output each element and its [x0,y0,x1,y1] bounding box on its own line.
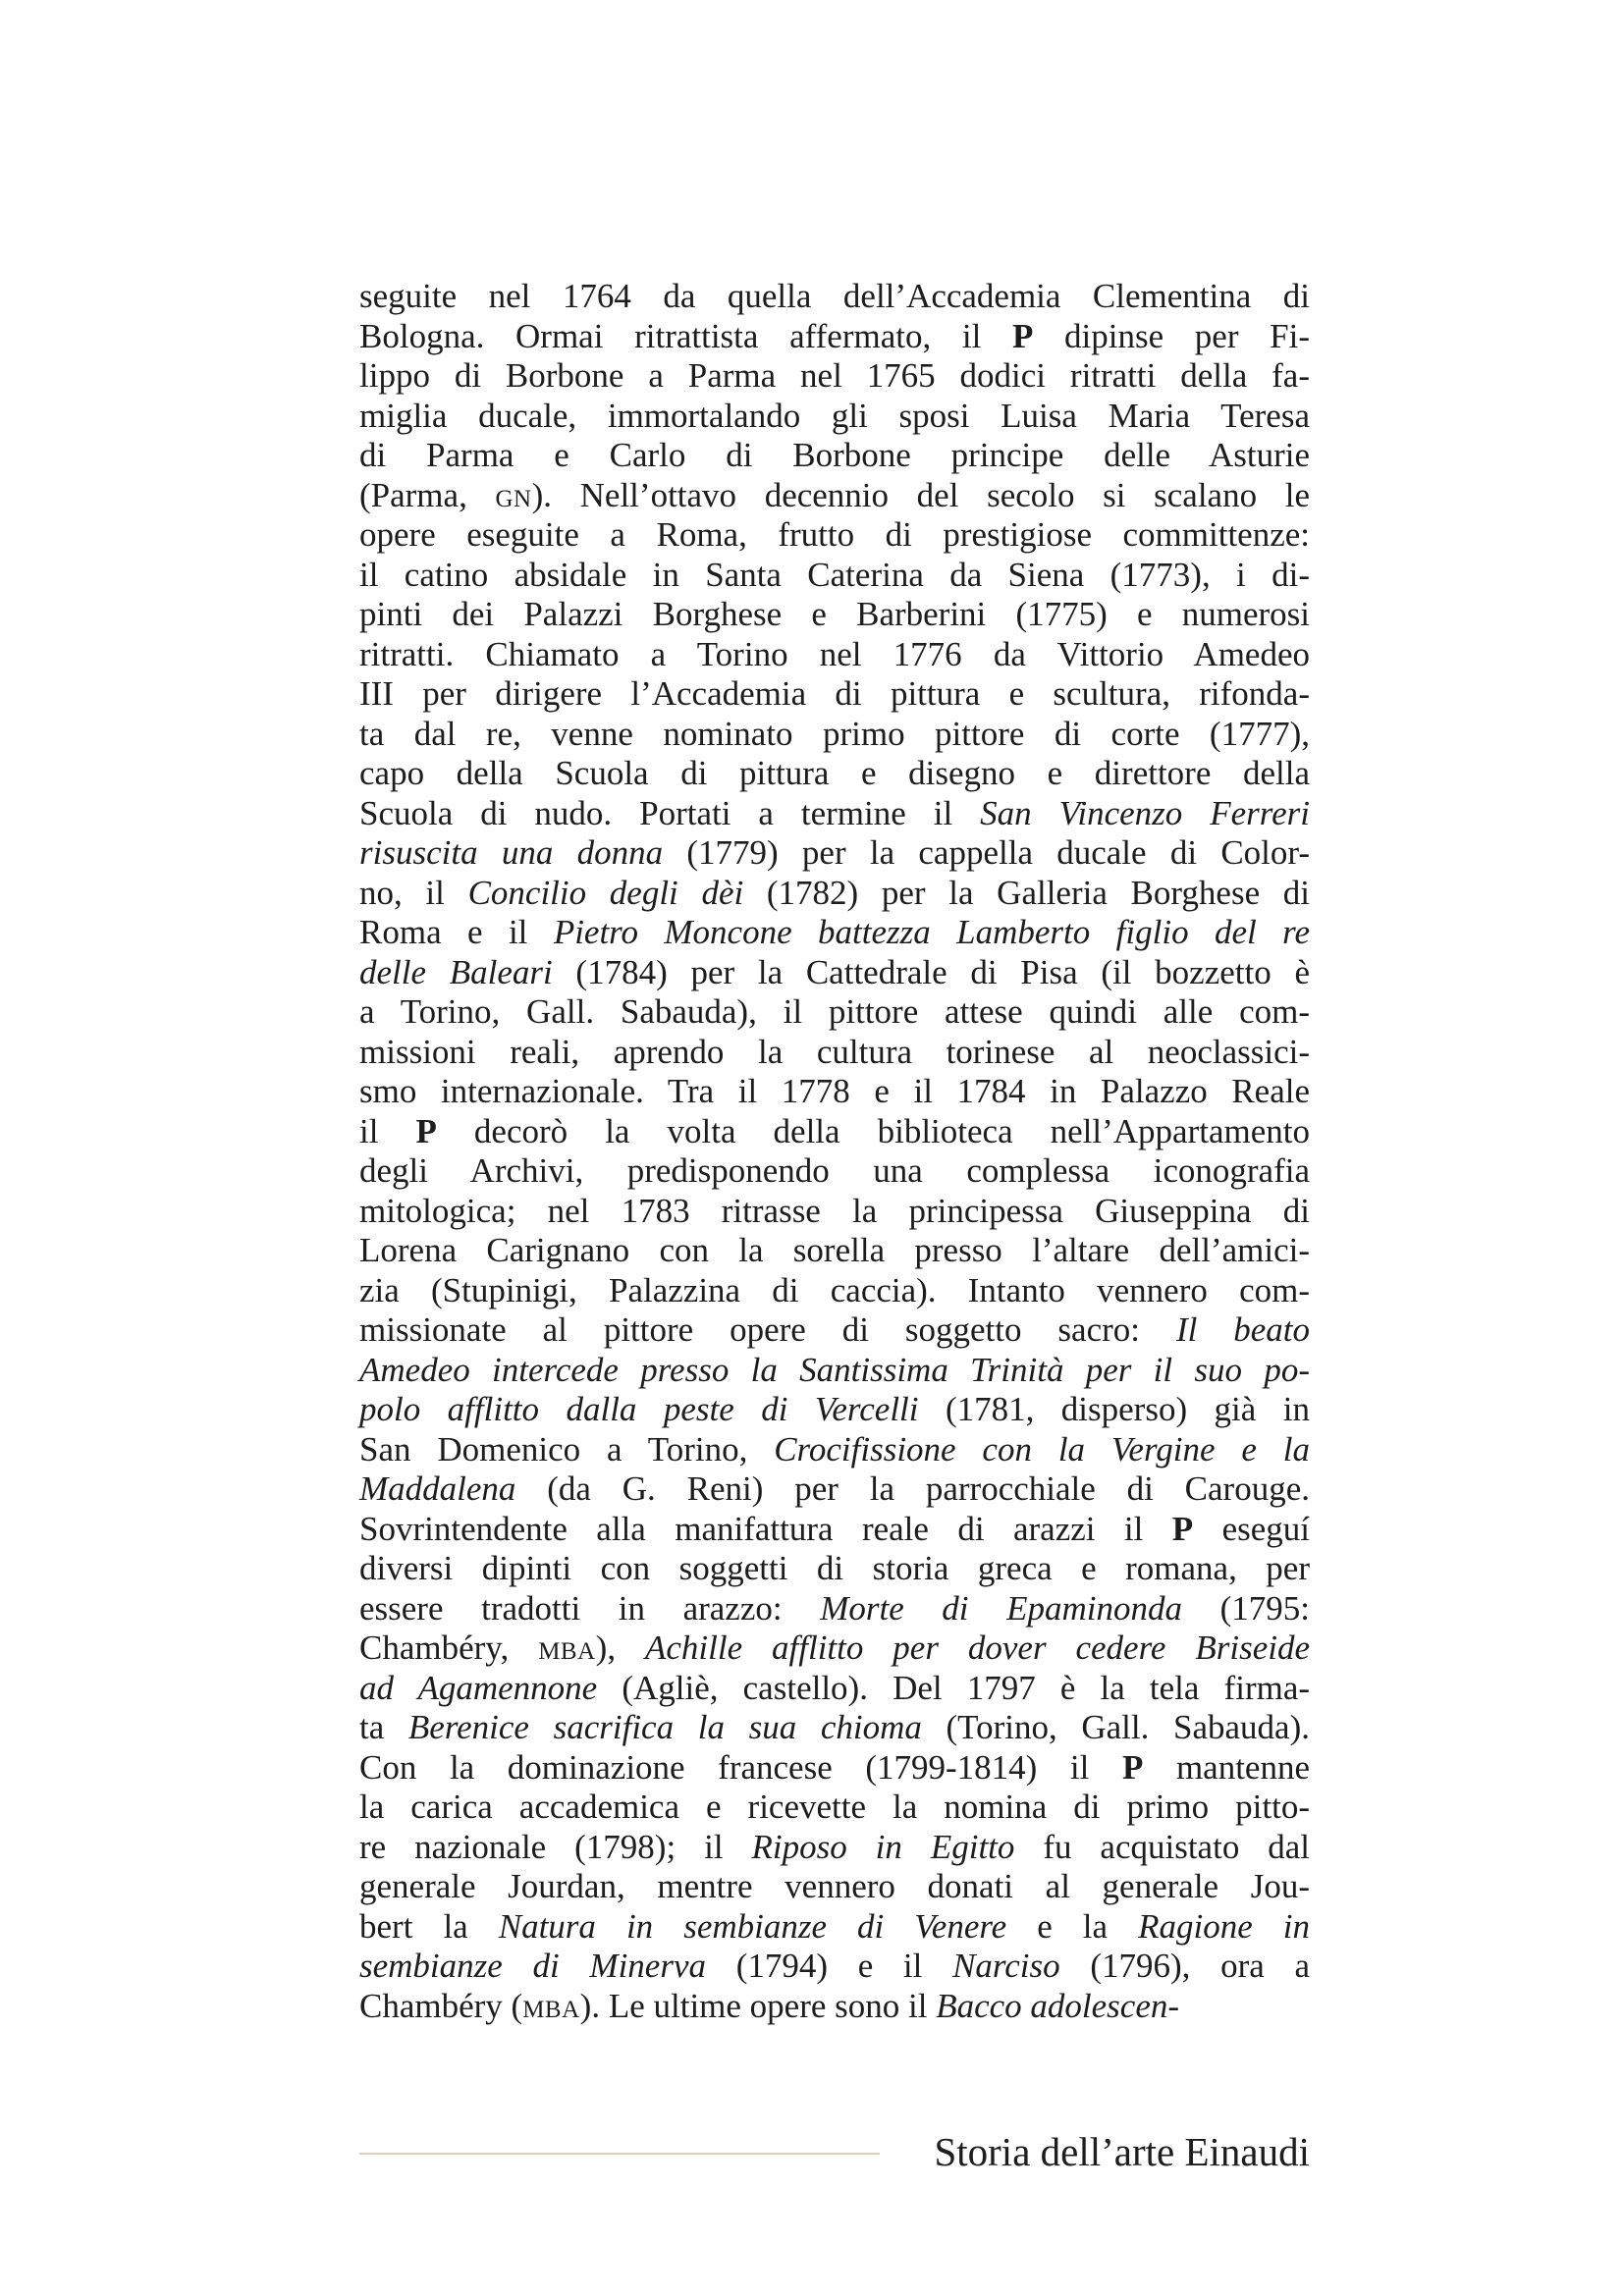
text-run: smo internazionale. Tra il 1778 e il 1784 in Palazzo Reale [359,1072,1310,1110]
italic-title: ad Agamennone [359,1668,598,1707]
italic-title: polo afflitto dalla peste di Vercelli [359,1390,919,1428]
text-line [359,1510,1310,1550]
text-run: Lorena Carignano con la sorella presso l’altare dell’amici- [359,1231,1310,1269]
text-line [359,833,1310,874]
text-line [359,1112,1310,1152]
text-run: Chambéry, [359,1629,539,1667]
text-run: (Agliè, castello). Del 1797 è la tela firma- [597,1668,1311,1707]
italic-title: Il beato [1175,1310,1311,1349]
text-run: Roma e il [359,913,554,951]
smallcaps-abbrev: mba [538,1629,596,1667]
text-run: dipinse per Fi- [1033,316,1311,355]
italic-title: Crocifissione con la Vergine e la [774,1429,1310,1468]
text-line [359,1033,1310,1073]
text-run: (1781, disperso) già in [918,1390,1310,1428]
text-line [359,874,1310,914]
text-run: a Torino, Gall. Sabauda), il pittore attese quindi alle com- [359,992,1310,1031]
text-line [359,1589,1310,1629]
text-run: (1796), ora a [1059,1947,1310,1985]
text-line [359,715,1310,755]
italic-title: Berenice sacrifica la sua chioma [407,1708,922,1746]
text-run: (1784) per la Cattedrale di Pisa (il bozzetto è [552,952,1310,991]
text-run: (Torino, Gall. Sabauda). [921,1708,1310,1746]
text-line [359,1748,1310,1789]
text-line [359,476,1310,516]
text-run: ). Le ultime opere sono il [579,1986,937,2025]
text-run: generale Jourdan, mentre vennero donati al generale Jou- [359,1867,1310,1905]
text-run: bert la [359,1906,499,1946]
text-line [359,1669,1310,1709]
italic-title: Achille afflitto per dover cedere Briseide [645,1629,1310,1667]
text-line [359,1788,1310,1828]
italic-title: Morte di Epaminonda [820,1588,1183,1628]
text-line [359,1310,1310,1351]
text-run: (Parma, [359,475,496,514]
text-line [359,1072,1310,1112]
text-line [359,913,1310,953]
text-run: il [359,1111,416,1150]
italic-title: San Vincenzo Ferreri [980,793,1310,832]
bold-abbrev: P [415,1111,437,1150]
text-run: zia (Stupinigi, Palazzina di caccia). Intanto vennero com- [359,1270,1310,1309]
text-run: mantenne [1143,1747,1310,1787]
italic-title: Concilio degli dèi [467,873,744,912]
text-run: essere tradotti in arazzo: [359,1588,821,1628]
text-line [359,515,1310,556]
text-line [359,1987,1310,2027]
text-run: no, il [359,873,468,912]
text-line [359,1271,1310,1311]
italic-title: Ragione in [1138,1906,1310,1946]
text-run: la carica accademica e ricevette la nomina di primo pitto- [359,1788,1310,1826]
italic-title: Amedeo intercede presso la Santissima Trinità per il suo po- [359,1350,1310,1389]
text-line [359,1907,1310,1948]
italic-title: Riposo in Egitto [751,1827,1015,1866]
text-line [359,1430,1310,1470]
text-run: missionate al pittore opere di soggetto sacro: [359,1310,1176,1349]
text-run: (da G. Reni) per la parrocchiale di Carouge. [515,1469,1310,1508]
text-line [359,1867,1310,1907]
text-line [359,674,1310,715]
text-run: di Parma e Carlo di Borbone principe delle Asturie [359,436,1310,474]
text-line [359,953,1310,993]
text-run: eseguí [1193,1509,1310,1548]
italic-title: Narciso [952,1947,1060,1985]
text-run: ). Nell’ottavo decennio del secolo si scalano le [531,475,1311,514]
text-run: missioni reali, aprendo la cultura torinese al neoclassici- [359,1032,1310,1071]
text-line [359,794,1310,834]
text-line [359,595,1310,635]
text-run: (1794) e il [706,1947,953,1985]
text-run: Scuola di nudo. Portati a termine il [359,793,981,832]
text-run: (1779) per la cappella ducale di Color- [663,833,1310,872]
text-run: Bologna. Ormai ritrattista affermato, il [359,316,1012,355]
text-run: Sovrintendente alla manifattura reale di arazzi il [359,1509,1172,1548]
text-run: (1782) per la Galleria Borghese di [743,873,1311,912]
text-line [359,556,1310,596]
text-line [359,1390,1310,1430]
text-run: capo della Scuola di pittura e disegno e direttore della [359,754,1310,792]
text-run: lippo di Borbone a Parma nel 1765 dodici ritratti della fa- [359,356,1310,395]
text-line [359,1469,1310,1510]
bold-abbrev: P [1121,1747,1144,1787]
text-line [359,277,1310,317]
text-run: re nazionale (1798); il [359,1827,752,1866]
italic-title: risuscita una donna [359,833,664,872]
text-run: III per dirigere l’Accademia di pittura e scultura, rifonda- [359,674,1310,713]
italic-title: Natura in sembianze di Venere [498,1906,1007,1946]
text-line [359,1231,1310,1271]
italic-title: Maddalena [359,1469,516,1508]
text-run: San Domenico a Torino, [359,1429,775,1468]
text-line [359,635,1310,675]
text-run: pinti dei Palazzi Borghese e Barberini (1775) e numerosi [359,595,1310,633]
text-run: seguite nel 1764 da quella dell’Accademia Clementina di [359,277,1310,315]
text-line [359,1629,1310,1669]
text-run: Con la dominazione francese (1799-1814) il [359,1747,1122,1787]
text-run: fu acquistato dal [1014,1827,1311,1866]
footer-rule [359,2153,880,2155]
text-run: opere eseguite a Roma, frutto di prestigiose committenze: [359,515,1310,554]
text-run: decorò la volta della biblioteca nell’Appartamento [436,1111,1310,1150]
text-run: ta dal re, venne nominato primo pittore di corte (1777), [359,714,1310,753]
text-line [359,436,1310,476]
text-line [359,1947,1310,1987]
text-run: (1795: [1182,1588,1310,1628]
text-line [359,992,1310,1033]
italic-title: delle Baleari [359,952,553,991]
text-line [359,1828,1310,1868]
italic-title: Pietro Moncone battezza Lamberto figlio del re [553,913,1311,951]
bold-abbrev: P [1012,316,1034,355]
text-run: degli Archivi, predisponendo una complessa iconografia [359,1151,1310,1190]
text-line [359,356,1310,397]
text-line [359,317,1310,357]
text-run: e la [1006,1906,1139,1946]
text-run: Chambéry ( [359,1986,523,2025]
text-run: mitologica; nel 1783 ritrasse la principessa Giuseppina di [359,1191,1310,1230]
text-run: miglia ducale, immortalando gli sposi Luisa Maria Teresa [359,396,1310,435]
text-run: ), [595,1629,645,1667]
italic-title: sembianze di Minerva [359,1947,706,1985]
text-run: ritratti. Chiamato a Torino nel 1776 da Vittorio Amedeo [359,634,1310,673]
text-line [359,1549,1310,1589]
text-line [359,1708,1310,1748]
text-run: diversi dipinti con soggetti di storia greca e romana, per [359,1549,1310,1587]
text-run: ta [359,1708,408,1746]
text-run: il catino absidale in Santa Caterina da Siena (1773), i di- [359,555,1310,594]
italic-title: Bacco adolescen- [936,1986,1180,2025]
smallcaps-abbrev: mba [522,1986,580,2025]
footer-title: Storia dell’arte Einaudi [934,2129,1310,2174]
text-line [359,1151,1310,1192]
text-line [359,1192,1310,1232]
text-line [359,397,1310,437]
bold-abbrev: P [1171,1509,1194,1548]
smallcaps-abbrev: gn [495,475,532,514]
body-text [359,277,1310,2026]
text-line [359,754,1310,794]
text-line [359,1351,1310,1391]
